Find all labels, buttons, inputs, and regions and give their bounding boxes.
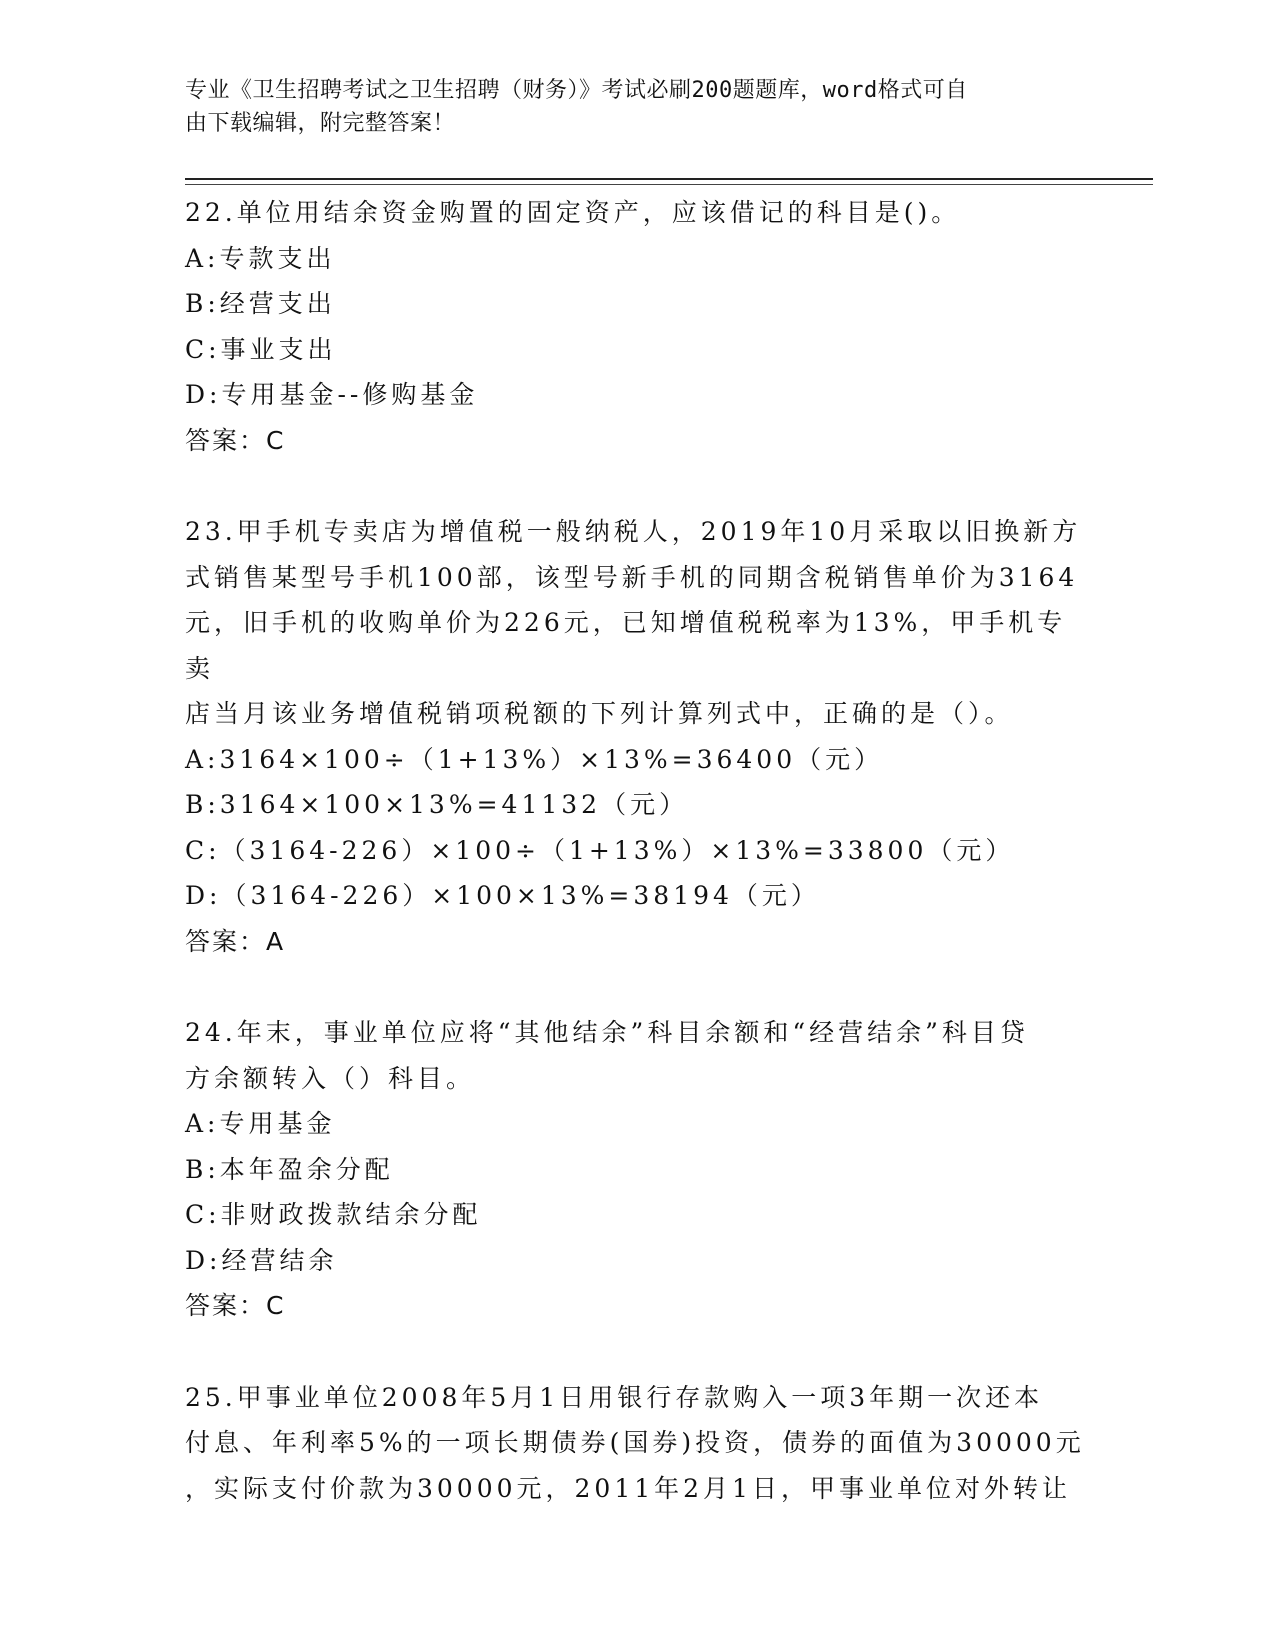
option-b: B:本年盈余分配 bbox=[185, 1154, 394, 1184]
question-22 bbox=[185, 190, 1085, 463]
question-list bbox=[185, 190, 1085, 1511]
question-stem-line: 付息、年利率5%的一项长期债券(国券)投资，债券的面值为30000元 bbox=[185, 1428, 1085, 1457]
answer-line: 答案：C bbox=[185, 1291, 286, 1320]
option-a: A:专款支出 bbox=[185, 243, 336, 273]
option-a: A:专用基金 bbox=[185, 1109, 336, 1138]
question-spacer bbox=[185, 964, 1085, 1010]
option-c: C:（3164-226）×100÷（1+13%）×13%=33800（元） bbox=[185, 835, 1015, 865]
question-stem-line: 23.甲手机专卖店为增值税一般纳税人，2019年10月采取以旧换新方 bbox=[185, 517, 1082, 546]
option-c: C:事业支出 bbox=[185, 334, 337, 364]
question-stem-line: 店当月该业务增值税销项税额的下列计算列式中，正确的是（）。 bbox=[185, 699, 1014, 728]
option-b: B:3164×100×13%=41132（元） bbox=[185, 790, 689, 819]
question-stem-line: 元，旧手机的收购单价为226元，已知增值税税率为13%，甲手机专卖 bbox=[185, 608, 1067, 683]
question-spacer bbox=[185, 463, 1085, 509]
option-d: D:（3164-226）×100×13%=38194（元） bbox=[185, 881, 820, 910]
header-rule-thick bbox=[185, 178, 1153, 180]
question-stem-line: ，实际支付价款为30000元，2011年2月1日，甲事业单位对外转让 bbox=[185, 1473, 1071, 1503]
answer-line: 答案：C bbox=[185, 425, 286, 455]
option-c: C:非财政拨款结余分配 bbox=[185, 1200, 482, 1229]
option-a: A:3164×100÷（1+13%）×13%=36400（元） bbox=[185, 744, 884, 774]
question-23 bbox=[185, 509, 1085, 964]
document-header bbox=[185, 74, 1065, 140]
question-stem-line: 24.年末，事业单位应将“其他结余”科目余额和“经营结余”科目贷 bbox=[185, 1018, 1029, 1047]
answer-line: 答案：A bbox=[185, 926, 286, 956]
header-rule-thin bbox=[185, 184, 1153, 185]
header-line: 专业《卫生招聘考试之卫生招聘（财务）》考试必刷200题题库，word格式可自 bbox=[185, 78, 968, 103]
header-line: 由下载编辑，附完整答案！ bbox=[185, 111, 456, 136]
option-b: B:经营支出 bbox=[185, 289, 336, 318]
option-d: D:经营结余 bbox=[185, 1245, 338, 1275]
question-stem-line: 25.甲事业单位2008年5月1日用银行存款购入一项3年期一次还本 bbox=[185, 1382, 1044, 1412]
question-25 bbox=[185, 1375, 1085, 1512]
question-stem: 22.单位用结余资金购置的固定资产，应该借记的科目是()。 bbox=[185, 198, 961, 227]
question-stem-line: 方余额转入（）科目。 bbox=[185, 1063, 476, 1093]
question-24 bbox=[185, 1010, 1085, 1329]
question-spacer bbox=[185, 1329, 1085, 1375]
question-stem-line: 式销售某型号手机100部，该型号新手机的同期含税销售单价为3164 bbox=[185, 562, 1079, 592]
option-d: D:专用基金--修购基金 bbox=[185, 380, 479, 409]
